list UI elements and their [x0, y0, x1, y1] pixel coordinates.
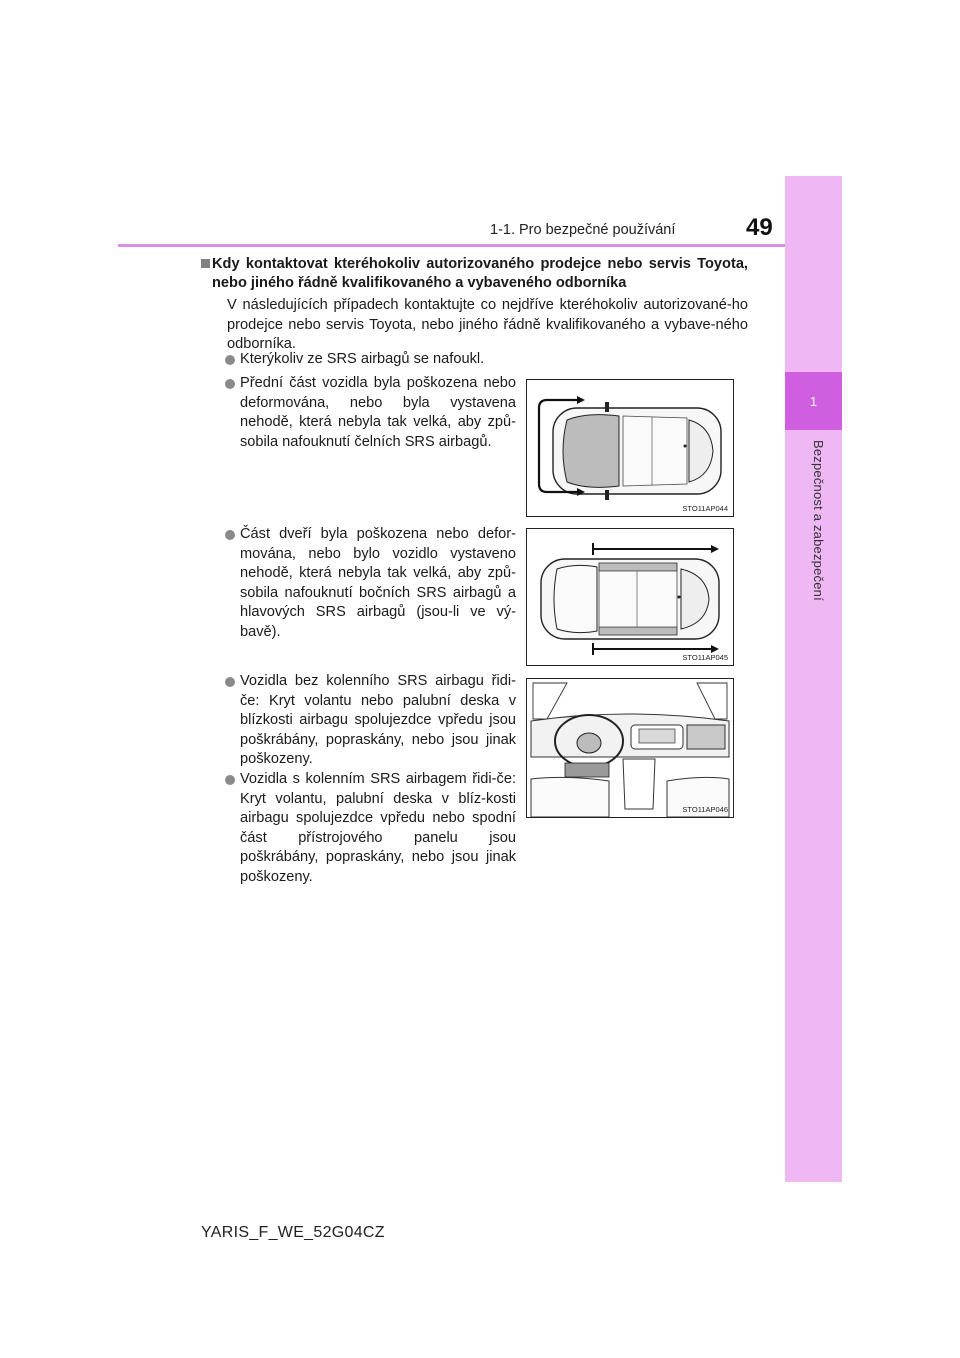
figure-side-damage [526, 528, 734, 666]
section-title: 1-1. Pro bezpečné používání [490, 222, 676, 238]
square-bullet-icon [201, 259, 210, 268]
page-number: 49 [746, 214, 773, 241]
chapter-number: 1 [809, 394, 818, 409]
header-rule [118, 244, 785, 247]
figure-code: STO11AP046 [682, 805, 728, 814]
list-item [240, 525, 516, 642]
list-item [240, 770, 516, 887]
car-top-view-front-damage-icon [527, 380, 733, 516]
figure-code: STO11AP044 [682, 504, 728, 513]
intro-paragraph: V následujících případech kontaktujte co nejdříve kteréhokoliv autorizované-ho prodejce nebo servis Toyota, nebo jiného řádně kvalifikovaného a vybave-ného odborníka. [227, 297, 748, 352]
figure-dashboard [526, 678, 734, 818]
document-code: YARIS_F_WE_52G04CZ [201, 1224, 385, 1241]
bullet-dot-icon [225, 530, 235, 540]
list-item [240, 374, 516, 452]
bullet-dot-icon [225, 355, 235, 365]
dashboard-interior-icon [527, 679, 733, 817]
figure-code: STO11AP045 [682, 653, 728, 662]
list-item [240, 672, 516, 770]
list-item-text: Vozidla s kolenním SRS airbagem řidi-če: Kryt volantu, palubní deska v blíz-kosti airbagu spolujezdce vpředu nebo spodní část přístrojového panelu jsou poškrábány, popraskány, nebo jsou jinak poškozeny. [240, 771, 516, 885]
figure-front-damage [526, 379, 734, 517]
list-item [240, 350, 748, 370]
car-top-view-side-damage-icon [527, 529, 733, 665]
list-item-text: Kterýkoliv ze SRS airbagů se nafoukl. [240, 351, 485, 367]
list-item-text: Část dveří byla poškozena nebo defor-mována, nebo bylo vozidlo vystaveno nehodě, která nebyla tak velká, aby způ-sobila nafouknutí bočních SRS airbagů a hlavových SRS airbagů (jsou-li ve vý-bavě). [240, 526, 516, 640]
section-heading-text: Kdy kontaktovat kteréhokoliv autorizovaného prodejce nebo servis Toyota, nebo jiného řádně kvalifikovaného a vybaveného odborníka [212, 256, 748, 291]
list-item-text: Vozidla bez kolenního SRS airbagu řidi-če: Kryt volantu nebo palubní deska v blízkosti airbagu spolujezdce vpředu jsou poškrábány, popraskány, nebo jsou jinak poškozeny. [240, 673, 516, 767]
section-heading [212, 255, 748, 293]
list-item-text: Přední část vozidla byla poškozena nebo deformována, nebo byla vystavena nehodě, která nebyla tak velká, aby způ-sobila nafouknutí čelních SRS airbagů. [240, 375, 516, 450]
bullet-dot-icon [225, 677, 235, 687]
chapter-number-box [785, 372, 842, 430]
bullet-dot-icon [225, 379, 235, 389]
chapter-side-tab [785, 176, 842, 1182]
chapter-title: Bezpečnost a zabezpečení [811, 440, 826, 601]
bullet-dot-icon [225, 775, 235, 785]
